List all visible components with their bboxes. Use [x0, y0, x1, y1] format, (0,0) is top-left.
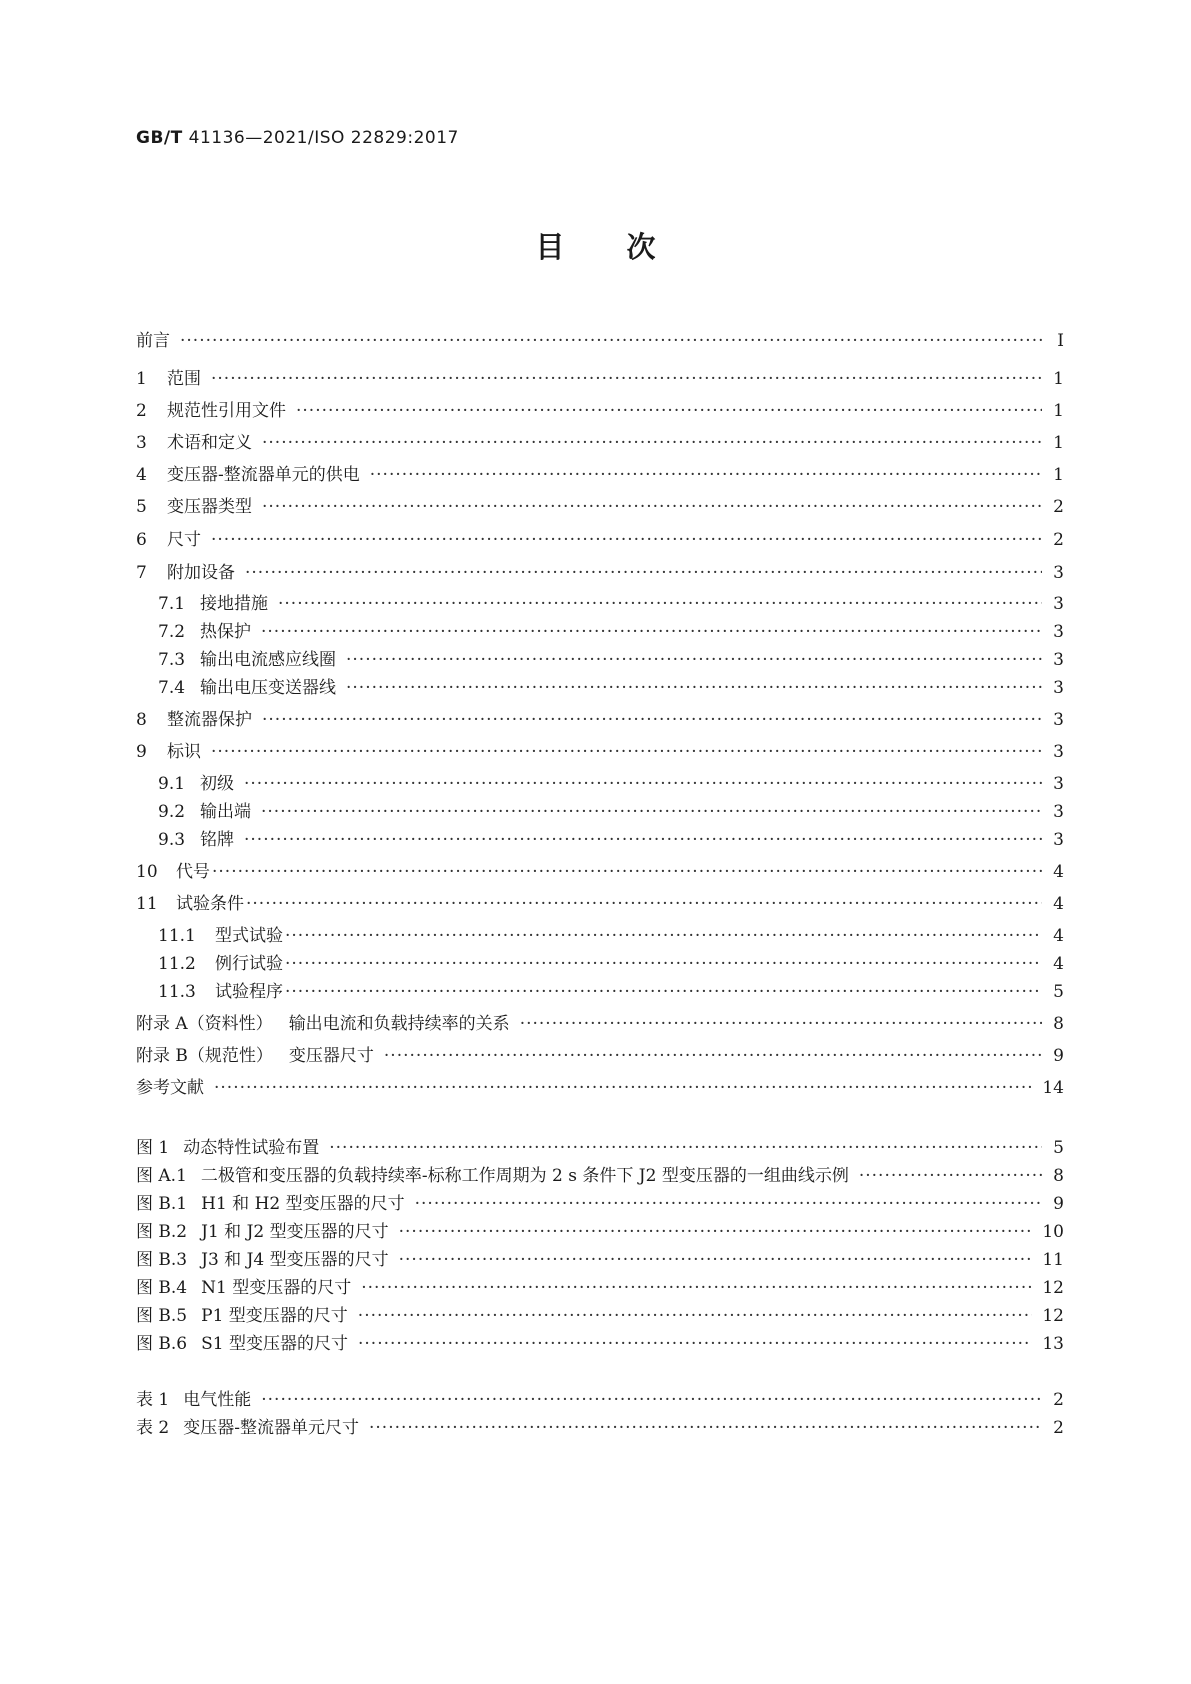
toc-title: 接地措施 — [200, 594, 268, 614]
toc-page: 12 — [1042, 1306, 1064, 1326]
toc-page: 4 — [1053, 926, 1064, 946]
toc-label — [136, 1217, 389, 1242]
figure-entry-b4[interactable] — [136, 1273, 1064, 1301]
toc-title: 型式试验 — [215, 926, 283, 946]
figure-title: P1 型变压器的尺寸 — [201, 1306, 348, 1326]
toc-title: 标识 — [167, 742, 201, 762]
figure-entry-b5[interactable] — [136, 1301, 1064, 1329]
figure-title: J1 和 J2 型变压器的尺寸 — [201, 1222, 389, 1242]
toc-page: 9 — [1053, 1046, 1064, 1066]
toc-entry-foreword[interactable] — [136, 326, 1064, 358]
toc-number: 2 — [136, 401, 147, 421]
toc-title: 术语和定义 — [167, 433, 252, 453]
leader-dots — [329, 1138, 1042, 1158]
table-title: 变压器-整流器单元尺寸 — [183, 1418, 359, 1438]
toc-page: 1 — [1053, 401, 1064, 421]
toc-title: 试验条件 — [176, 894, 244, 914]
toc-label — [136, 326, 170, 351]
toc-label — [136, 1009, 510, 1034]
leader-dots — [262, 433, 1042, 453]
toc-page: 12 — [1042, 1278, 1064, 1298]
leader-dots — [369, 1418, 1042, 1438]
leader-dots — [211, 369, 1042, 389]
figure-number: 图 B.2 — [136, 1222, 188, 1242]
toc-page: 5 — [1053, 982, 1064, 1002]
toc-title: 输出电流感应线圈 — [200, 650, 336, 670]
figure-entry-1[interactable] — [136, 1133, 1064, 1161]
toc-label — [136, 1329, 348, 1354]
toc-page: 10 — [1042, 1222, 1064, 1242]
toc-page: 14 — [1042, 1078, 1064, 1098]
leader-dots — [346, 678, 1042, 698]
leader-dots — [214, 1078, 1032, 1098]
leader-dots — [261, 622, 1042, 642]
toc-page: 4 — [1053, 954, 1064, 974]
toc-entry-7[interactable] — [136, 558, 1064, 589]
toc-label — [136, 525, 201, 550]
toc-page: 2 — [1053, 530, 1064, 550]
toc-number: 11.1 — [158, 926, 196, 946]
figure-number: 图 B.3 — [136, 1250, 188, 1270]
toc-number: 附录 B（规范性） — [136, 1046, 273, 1066]
toc-page: 3 — [1053, 830, 1064, 850]
leader-dots — [346, 650, 1042, 670]
table-number: 表 1 — [136, 1390, 170, 1410]
document-code — [136, 128, 459, 148]
figure-number: 图 A.1 — [136, 1166, 187, 1186]
figure-title: S1 型变压器的尺寸 — [201, 1334, 348, 1354]
toc-entry-9[interactable] — [136, 737, 1064, 769]
toc-page: 2 — [1053, 1390, 1064, 1410]
toc-entry-1[interactable] — [136, 364, 1064, 396]
document-code-number: 41136—2021/ISO 22829:2017 — [182, 128, 459, 148]
table-entry-1[interactable] — [136, 1385, 1064, 1413]
toc-label — [136, 1161, 849, 1186]
toc-label — [136, 1073, 204, 1098]
toc-entry-7-2[interactable] — [136, 617, 1064, 645]
toc-title: 铭牌 — [200, 830, 234, 850]
toc-entry-annex-b[interactable] — [136, 1041, 1064, 1073]
figure-title: J3 和 J4 型变压器的尺寸 — [201, 1250, 389, 1270]
toc-label — [136, 428, 252, 453]
table-entry-2[interactable] — [136, 1413, 1064, 1441]
toc-number: 4 — [136, 465, 147, 485]
toc-label — [136, 558, 235, 583]
leader-dots — [399, 1222, 1033, 1242]
toc-page: 3 — [1053, 563, 1064, 583]
leader-dots — [278, 594, 1042, 614]
toc-label — [136, 1413, 359, 1438]
toc-page: 5 — [1053, 1138, 1064, 1158]
toc-title: 变压器尺寸 — [288, 1046, 374, 1066]
table-title: 电气性能 — [183, 1390, 252, 1410]
toc-label — [136, 1189, 405, 1214]
leader-dots — [261, 802, 1042, 822]
toc-label — [136, 737, 201, 762]
toc-label — [158, 949, 283, 974]
toc-number: 9 — [136, 742, 147, 762]
figure-number: 图 B.4 — [136, 1278, 188, 1298]
leader-dots — [262, 497, 1042, 517]
toc-page: 8 — [1053, 1166, 1064, 1186]
document-code-prefix: GB/T — [136, 128, 183, 148]
figure-entry-b6[interactable] — [136, 1329, 1064, 1357]
toc-page: 1 — [1053, 433, 1064, 453]
toc-number: 9.3 — [158, 830, 186, 850]
toc-title: 例行试验 — [215, 954, 283, 974]
toc-page: 3 — [1053, 622, 1064, 642]
figure-entry-a1[interactable] — [136, 1161, 1064, 1189]
leader-dots — [211, 530, 1042, 550]
toc-label — [158, 797, 251, 822]
toc-number: 5 — [136, 497, 147, 517]
leader-dots — [262, 710, 1042, 730]
toc-number: 8 — [136, 710, 147, 730]
leader-dots — [285, 926, 1042, 946]
toc-number: 7 — [136, 563, 147, 583]
leader-dots — [285, 954, 1042, 974]
toc-label — [136, 1133, 319, 1158]
toc-label — [136, 396, 286, 421]
toc-entry-annex-a[interactable] — [136, 1009, 1064, 1041]
figure-title: H1 和 H2 型变压器的尺寸 — [201, 1194, 405, 1214]
toc-title: 尺寸 — [167, 530, 201, 550]
table-of-contents — [136, 326, 1064, 1441]
toc-number: 附录 A（资料性） — [136, 1014, 273, 1034]
toc-title: 范围 — [167, 369, 201, 389]
toc-entry-9-1[interactable] — [136, 769, 1064, 797]
figure-title: 二极管和变压器的负载持续率-标称工作周期为 2 s 条件下 J2 型变压器的一组曲线示例 — [200, 1166, 849, 1186]
leader-dots — [399, 1250, 1033, 1270]
leader-dots — [361, 1278, 1032, 1298]
toc-label — [158, 921, 283, 946]
toc-page: 4 — [1053, 894, 1064, 914]
toc-page: 2 — [1053, 497, 1064, 517]
leader-dots — [384, 1046, 1042, 1066]
toc-title: 变压器-整流器单元的供电 — [167, 465, 360, 485]
toc-page: 3 — [1053, 742, 1064, 762]
toc-label — [158, 645, 336, 670]
toc-title: 前言 — [136, 331, 170, 351]
toc-page: 13 — [1042, 1334, 1064, 1354]
leader-dots — [296, 401, 1042, 421]
leader-dots — [285, 982, 1042, 1002]
figure-number: 图 B.6 — [136, 1334, 188, 1354]
page-title: 目次 — [535, 230, 718, 264]
toc-entry-8[interactable] — [136, 705, 1064, 737]
toc-label — [158, 977, 283, 1002]
leader-dots — [358, 1306, 1033, 1326]
toc-label — [136, 889, 244, 914]
toc-page: 1 — [1053, 369, 1064, 389]
table-number: 表 2 — [136, 1418, 170, 1438]
leader-dots — [520, 1014, 1042, 1034]
toc-title: 变压器类型 — [167, 497, 252, 517]
toc-entry-7-3[interactable] — [136, 645, 1064, 673]
toc-entry-11[interactable] — [136, 889, 1064, 921]
leader-dots — [244, 774, 1042, 794]
toc-page: 3 — [1053, 802, 1064, 822]
figure-number: 图 B.5 — [136, 1306, 188, 1326]
toc-title: 试验程序 — [215, 982, 283, 1002]
toc-label — [136, 705, 252, 730]
toc-number: 10 — [136, 862, 158, 882]
toc-label — [136, 1041, 374, 1066]
toc-page: 3 — [1053, 774, 1064, 794]
section-spacer — [136, 1357, 1064, 1385]
toc-entry-3[interactable] — [136, 428, 1064, 460]
toc-page: 3 — [1053, 710, 1064, 730]
toc-title: 附加设备 — [167, 563, 235, 583]
toc-title: 参考文献 — [136, 1078, 204, 1098]
toc-entry-9-3[interactable] — [136, 825, 1064, 857]
figure-entry-b1[interactable] — [136, 1189, 1064, 1217]
toc-label — [136, 857, 210, 882]
leader-dots — [358, 1334, 1032, 1354]
toc-page: 3 — [1053, 594, 1064, 614]
figure-title: N1 型变压器的尺寸 — [201, 1278, 352, 1298]
toc-label — [158, 769, 234, 794]
toc-page: 1 — [1053, 465, 1064, 485]
toc-entry-11-2[interactable] — [136, 949, 1064, 977]
toc-label — [136, 364, 201, 389]
toc-number: 7.4 — [158, 678, 186, 698]
toc-page: 3 — [1053, 678, 1064, 698]
toc-entry-10[interactable] — [136, 857, 1064, 889]
toc-entry-5[interactable] — [136, 492, 1064, 525]
toc-entry-11-1[interactable] — [136, 921, 1064, 949]
toc-page: 9 — [1053, 1194, 1064, 1214]
toc-page: 2 — [1053, 1418, 1064, 1438]
toc-number: 9.1 — [158, 774, 186, 794]
section-spacer — [136, 1105, 1064, 1133]
toc-label — [158, 673, 336, 698]
toc-page: Ⅰ — [1057, 331, 1064, 351]
toc-title: 整流器保护 — [167, 710, 252, 730]
toc-title: 初级 — [200, 774, 234, 794]
leader-dots — [370, 465, 1042, 485]
toc-title: 规范性引用文件 — [167, 401, 286, 421]
toc-label — [158, 825, 234, 850]
toc-entry-4[interactable] — [136, 460, 1064, 492]
toc-entry-6[interactable] — [136, 525, 1064, 558]
figure-title: 动态特性试验布置 — [183, 1138, 320, 1158]
leader-dots — [244, 830, 1042, 850]
toc-number: 11 — [136, 894, 158, 914]
toc-label — [136, 492, 252, 517]
leader-dots — [415, 1194, 1042, 1214]
figure-entry-b3[interactable] — [136, 1245, 1064, 1273]
toc-entry-7-4[interactable] — [136, 673, 1064, 705]
toc-label — [136, 1301, 348, 1326]
toc-page: 11 — [1042, 1250, 1064, 1270]
leader-dots — [245, 563, 1042, 583]
figure-entry-b2[interactable] — [136, 1217, 1064, 1245]
toc-title: 输出端 — [200, 802, 251, 822]
toc-page: 8 — [1053, 1014, 1064, 1034]
leader-dots — [246, 894, 1042, 914]
toc-page: 3 — [1053, 650, 1064, 670]
toc-entry-9-2[interactable] — [136, 797, 1064, 825]
toc-label — [136, 1385, 251, 1410]
toc-label — [136, 1273, 351, 1298]
toc-entry-2[interactable] — [136, 396, 1064, 428]
toc-number: 11.3 — [158, 982, 196, 1002]
toc-label — [158, 617, 251, 642]
toc-number: 7.1 — [158, 594, 186, 614]
toc-entry-bibliography[interactable] — [136, 1073, 1064, 1105]
leader-dots — [211, 742, 1042, 762]
leader-dots — [212, 862, 1042, 882]
toc-title: 输出电流和负载持续率的关系 — [288, 1014, 510, 1034]
toc-number: 11.2 — [158, 954, 196, 974]
toc-number: 7.2 — [158, 622, 186, 642]
toc-label — [136, 460, 360, 485]
toc-title: 代号 — [176, 862, 210, 882]
leader-dots — [859, 1166, 1042, 1186]
toc-number: 9.2 — [158, 802, 186, 822]
leader-dots — [261, 1390, 1042, 1410]
toc-number: 1 — [136, 369, 147, 389]
toc-number: 7.3 — [158, 650, 186, 670]
toc-entry-11-3[interactable] — [136, 977, 1064, 1009]
figure-number: 图 B.1 — [136, 1194, 188, 1214]
toc-entry-7-1[interactable] — [136, 589, 1064, 617]
toc-title: 热保护 — [200, 622, 251, 642]
toc-title: 输出电压变送器线 — [200, 678, 336, 698]
toc-number: 3 — [136, 433, 147, 453]
toc-page: 4 — [1053, 862, 1064, 882]
leader-dots — [180, 331, 1042, 351]
figure-number: 图 1 — [136, 1138, 170, 1158]
toc-label — [158, 589, 268, 614]
toc-label — [136, 1245, 389, 1270]
toc-number: 6 — [136, 530, 147, 550]
